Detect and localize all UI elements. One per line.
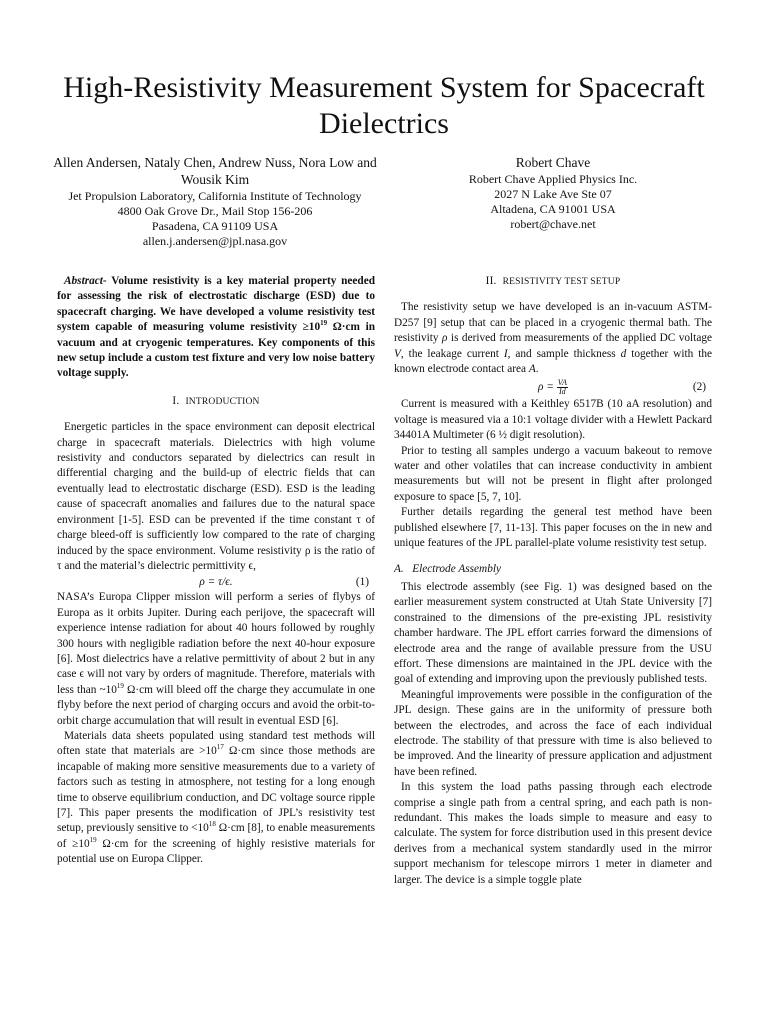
subsection-title: Electrode Assembly <box>412 562 501 575</box>
author-email: robert@chave.net <box>510 217 596 231</box>
section-number: II. <box>485 275 497 287</box>
superscript: 18 <box>208 820 216 829</box>
variable: d <box>620 347 627 360</box>
variable: V <box>394 347 401 360</box>
text-run: Materials data sheets populated using standard test methods will often state that materials are >10 <box>57 729 375 758</box>
equation-number: (2) <box>692 381 706 394</box>
author-address-line: Altadena, CA 91001 USA <box>490 202 616 216</box>
author-email: allen.j.andersen@jpl.nasa.gov <box>142 234 288 248</box>
section-title: INTRODUCTION <box>185 396 260 407</box>
author-affiliation: Jet Propulsion Laboratory, California Institute of Technology <box>68 189 362 203</box>
text-run: . <box>535 363 539 376</box>
fraction-denominator: Id <box>559 387 566 397</box>
superscript: 19 <box>89 836 97 845</box>
abstract-text: Volume resistivity is a key material property needed for assessing the risk of electrostatic discharge (ESD) due to spacecraft charging. We have developed a volume resistivity test system capable of measuring volume resistivity ≥10 <box>57 275 375 334</box>
variable: A <box>528 363 536 376</box>
paragraph: Prior to testing all samples undergo a vacuum bakeout to remove water and other volatiles that can increase conductivity in ambient measurements but will not be present in flight after prolonged exposure to space [5, 7, 10]. <box>394 444 712 503</box>
text-run: Ω·cm for the screening of highly resistive materials for potential use on Europa Clipper. <box>57 837 376 866</box>
text-run: Ω·cm will bleed off the charge they accumulate in one flyby before the next period of charging occurs and avoid the orbit-to-orbit charge accumulation that will result in eventual ESD [6]. <box>57 683 376 727</box>
paragraph <box>57 729 375 868</box>
equation-body: ρ = τ/ϵ. <box>199 576 233 589</box>
text-run: together with the known electrode contact area <box>394 347 713 376</box>
paragraph: Current is measured with a Keithley 6517B (10 aA resolution) and voltage is measured via a 10:1 voltage divider with a Hewlett Packard 34401A Multimeter (6 ½ digit resolution). <box>394 398 712 442</box>
paper-title: High-Resistivity Measurement System for Spacecraft Dielectrics <box>63 71 705 140</box>
author-names: Allen Andersen, Nataly Chen, Andrew Nuss, Nora Low and Wousik Kim <box>53 155 377 187</box>
author-names: Robert Chave <box>515 155 591 170</box>
equation-fraction <box>557 379 568 396</box>
paragraph: Further details regarding the general test method have been published elsewhere [7, 11-13]. This paper focuses on the in new and unique features of the JPL parallel-plate volume resistivity test setup. <box>394 506 712 550</box>
paragraph <box>57 590 375 729</box>
text-run: NASA’s Europa Clipper mission will perform a series of flybys of Europa as it orbits Jupiter. During each perijove, the spacecraft will experience intense radiation for about 40 hours followed by roughly 300 hours with negligible radiation before the next 40-hour exposure [6]. Most dielectrics have a relative permittivity of about 2 but in any case ϵ will not vary by orders of magnitude. Therefore, materials with less than ~10 <box>57 591 375 696</box>
paragraph: Meaningful improvements were possible in the configuration of the JPL design. These gains are in the uniformity of pressure both between the electrodes, and across the face of each individual electrode. The stability of that pressure with time is also believed to be improved. And the linearity of pressure application and adjustment have been refined. <box>394 688 712 778</box>
section-title: RESISTIVITY TEST SETUP <box>502 277 621 287</box>
paragraph: In this system the load paths passing through each electrode comprise a single path from a central spring, and each path is non-redundant. This makes the loads simple to measure and easy to calculate. The system for force distribution used in this present device derives from a mechanical system standardly used in the mirror support mechanism for telescope mirrors 1 meter in diameter and larger. The device is a simple toggle plate <box>394 781 712 886</box>
text-run: Ω·cm since those methods are incapable of making more sensitive measurements due to a variety of factors such as testing in atmosphere, not testing for a long enough time to observe equilibrium conduction, and DC voltage source ripple [7]. This paper presents the modification of JPL’s resistivity test setup, previously sensitive to <10 <box>57 745 375 835</box>
right-column <box>394 274 712 888</box>
text-run: is derived from measurements of the applied DC voltage <box>447 332 712 345</box>
author-block-chave <box>388 154 718 232</box>
section-heading-resistivity-test-setup <box>394 274 712 290</box>
variable: I <box>503 347 508 360</box>
abstract <box>57 274 375 382</box>
subsection-label: A. <box>394 562 404 575</box>
variable: ρ <box>442 332 448 345</box>
equation-lhs: ρ = <box>538 381 554 394</box>
equation-1 <box>57 574 375 590</box>
author-address-line: 2027 N Lake Ave Ste 07 <box>494 187 612 201</box>
paragraph <box>394 300 712 377</box>
text-run: , and sample thickness <box>507 347 621 360</box>
abstract-text: Ω·cm in vacuum and at cryogenic temperatures. Key components of this new setup include a custom test fixture and very low noise battery voltage supply. <box>57 321 376 380</box>
superscript: 19 <box>116 681 124 690</box>
text-run: , the leakage current <box>400 347 504 360</box>
text-run: The resistivity setup we have developed is an in-vacuum ASTM-D257 [9] setup that can be placed in a cryogenic thermal bath. The resistivity <box>394 301 712 345</box>
text-run: Ω·cm [8], to enable measurements of ≥10 <box>57 822 375 850</box>
superscript: 19 <box>320 319 328 328</box>
equation-number: (1) <box>355 576 369 589</box>
author-affiliation: Robert Chave Applied Physics Inc. <box>468 172 638 186</box>
left-column <box>57 274 375 868</box>
paragraph: Energetic particles in the space environment can deposit electrical charge in spacecraft materials. Dielectrics with high volume resistivity and conductors separated by dielectrics can result in differential charging and the build-up of electric fields that can eventually lead to electrostatic discharge (ESD). ESD is the leading cause of spacecraft anomalies and failures due to the natural space environment [1-5]. ESD can be prevented if the time constant τ of charge bleed-off is sufficiently low compared to the rate of charging induced by the space environment. Volume resistivity ρ is the ratio of τ and the material’s dielectric permittivity ϵ, <box>57 421 375 572</box>
author-block-jpl <box>50 154 380 249</box>
paragraph: This electrode assembly (see Fig. 1) was designed based on the earlier measurement system constructed at Utah State University [7] constrained to the dimensions of the pre-existing JPL resistivity chamber hardware. The JPL effort carries forward the dimensions of electrode area and the range of available pressure from the USU effort. These dimensions are maintained in the JPL device with the goal of extending and improving upon the previously published tests. <box>394 580 712 686</box>
superscript: 17 <box>216 743 224 752</box>
abstract-lead: Abstract- <box>64 275 107 287</box>
fraction-numerator: VA <box>557 378 567 388</box>
equation-2 <box>394 377 712 397</box>
author-address-line: 4800 Oak Grove Dr., Mail Stop 156-206 <box>117 204 313 218</box>
section-heading-introduction <box>57 394 375 410</box>
section-number: I. <box>172 394 180 407</box>
subsection-heading-electrode-assembly <box>394 562 712 577</box>
author-address-line: Pasadena, CA 91109 USA <box>151 219 279 233</box>
